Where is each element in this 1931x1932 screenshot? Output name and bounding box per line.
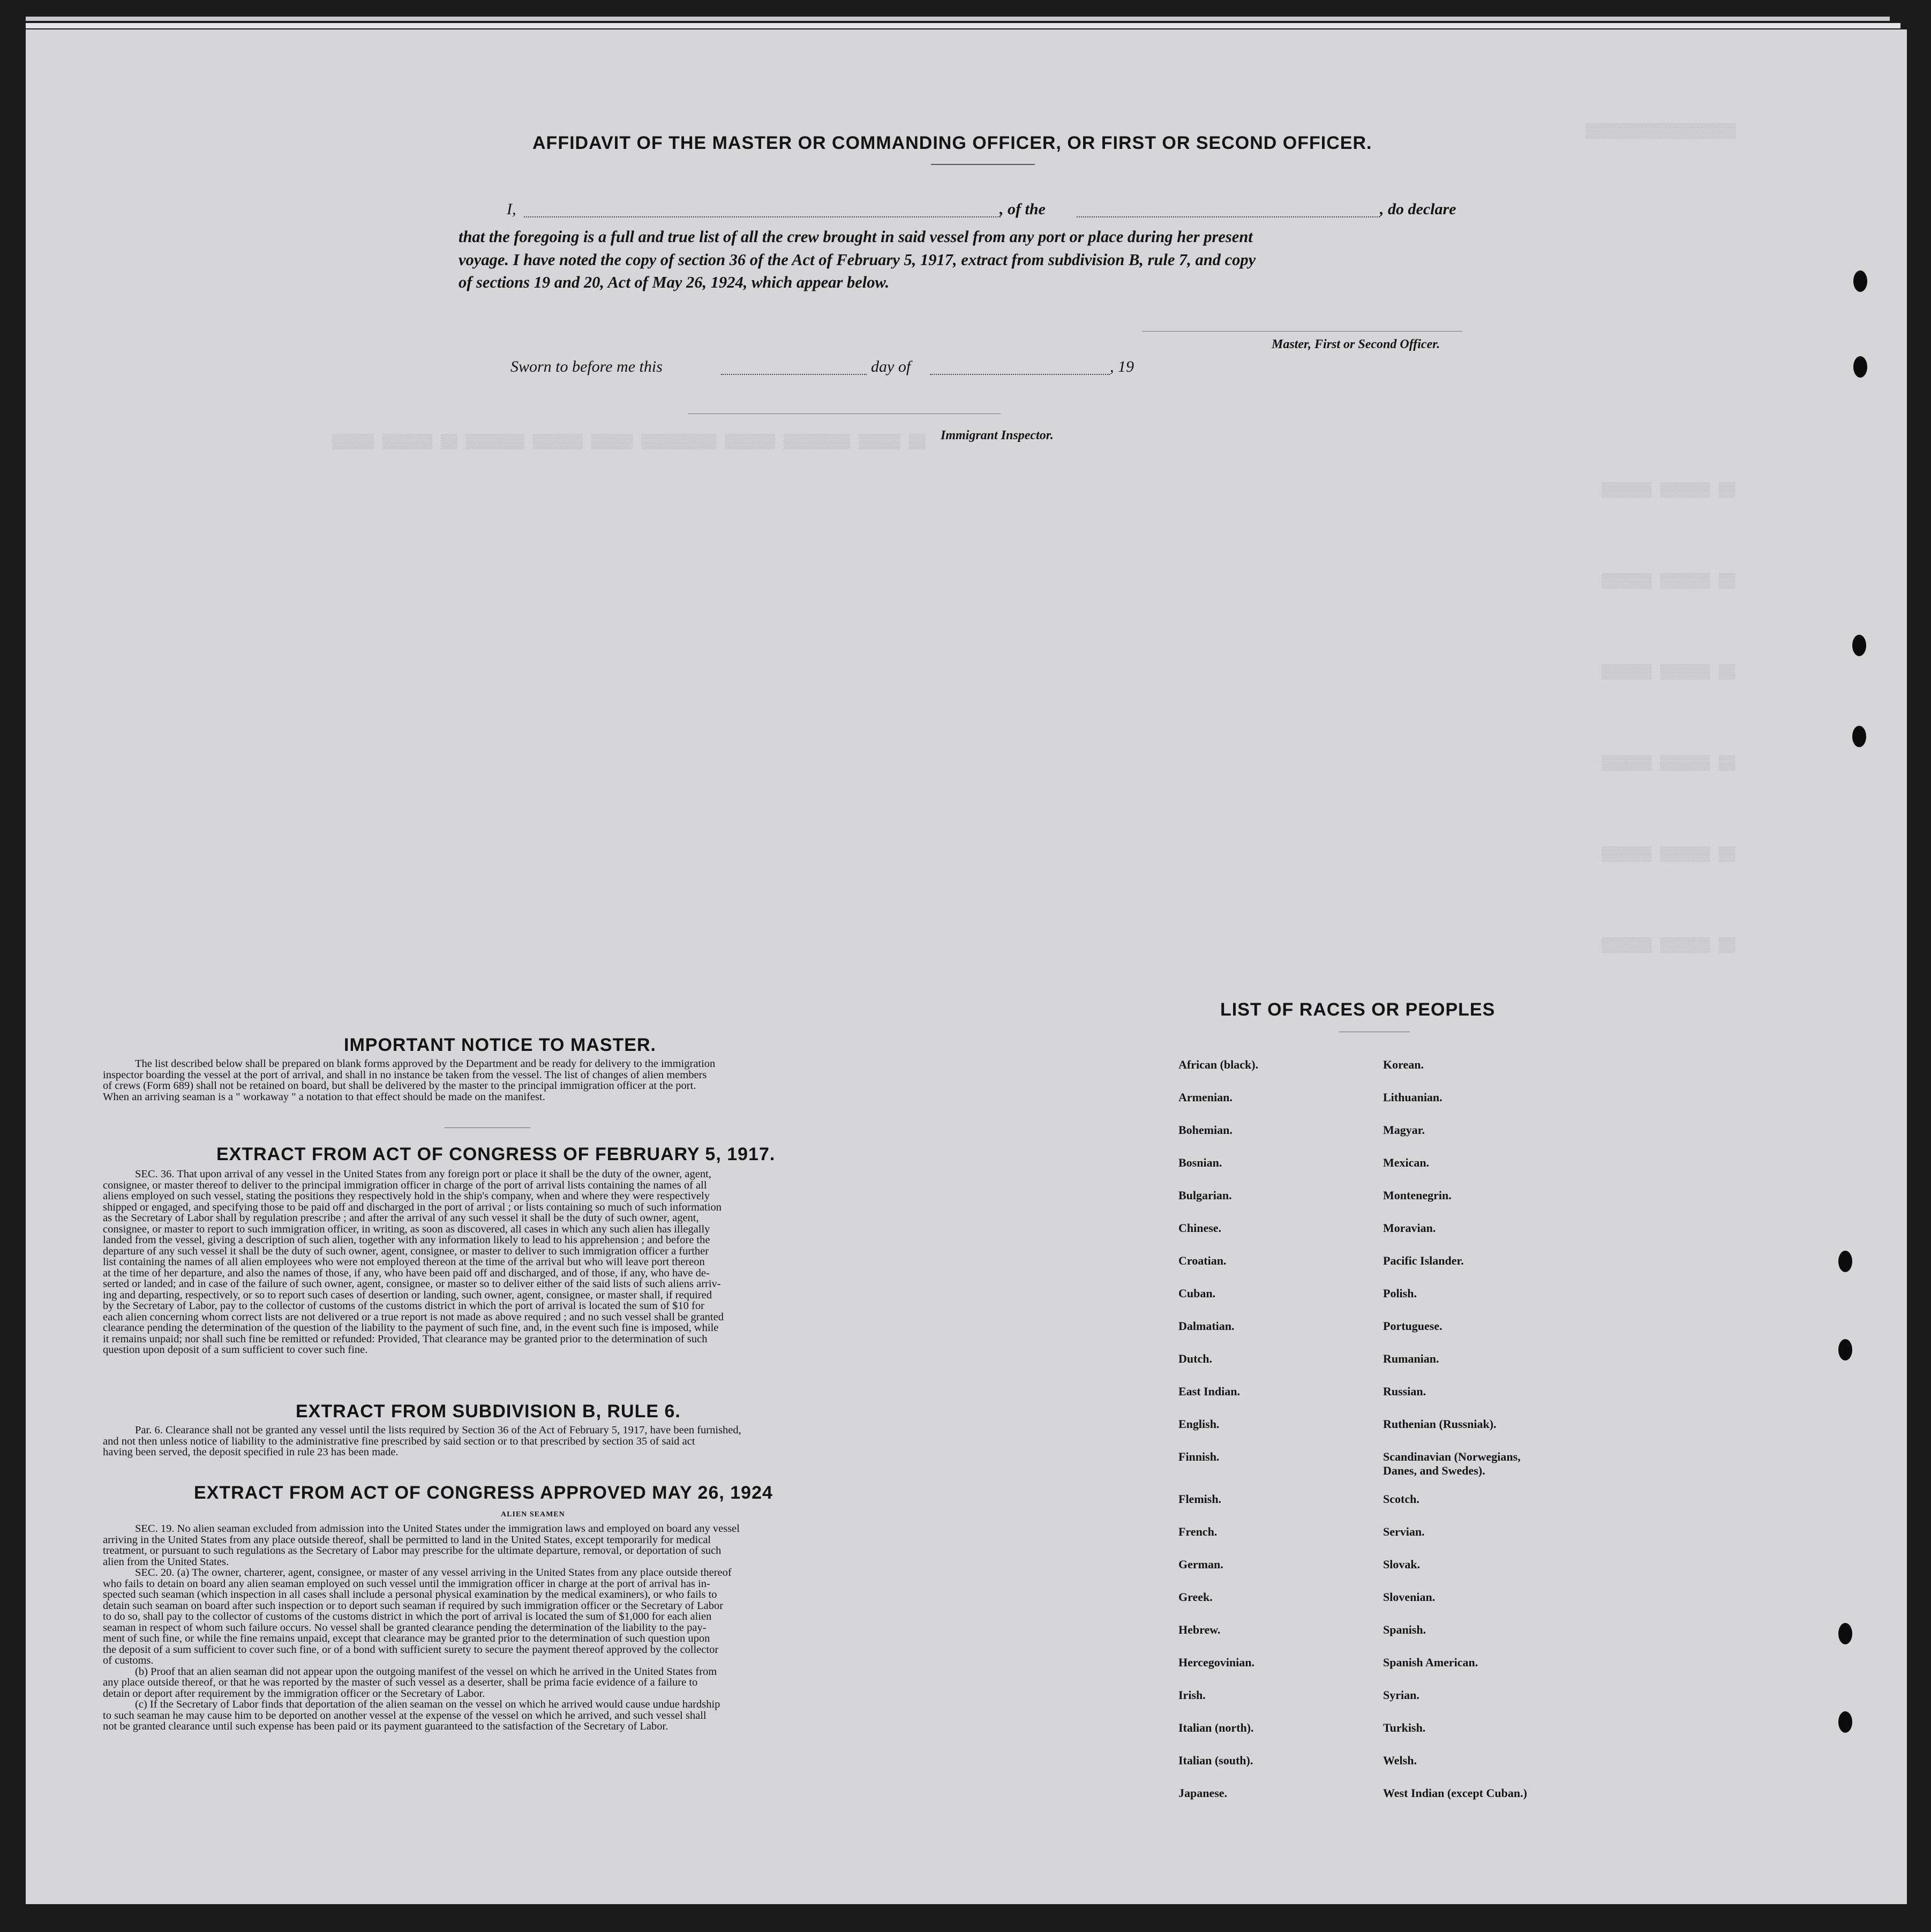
text-line: question upon deposit of a sum sufficient to cover such fine.: [103, 1344, 368, 1356]
affidavit-i: I,: [507, 200, 516, 218]
punch-hole-icon: [1852, 726, 1866, 747]
extract-1924-body: [103, 1523, 919, 1732]
race-item: Croatian.: [1178, 1254, 1227, 1267]
text-line: inspector boarding the vessel at the port of arrival, and shall in no instance be taken from the vessel. The list of changes of alien members: [103, 1069, 707, 1081]
text-line: at the time of her departure, and also the names of those, if any, who have been paid off and discharged, and of those, if any, who have de-: [103, 1267, 710, 1279]
race-item: Greek.: [1178, 1590, 1213, 1604]
race-item: Chinese.: [1178, 1221, 1222, 1235]
bleed-through-mark: ▒▒▒▒▒▒ ▒▒▒▒▒▒ ▒▒: [1602, 846, 1735, 862]
text-line: SEC. 20. (a) The owner, charterer, agent, consignee, or master of any vessel arriving in the United States from any place outside thereof: [135, 1567, 732, 1578]
signature-line[interactable]: [1142, 331, 1462, 332]
affidavit-title: AFFIDAVIT OF THE MASTER OR COMMANDING OFFICER, OR FIRST OR SECOND OFFICER.: [532, 133, 1372, 153]
page-edge: [26, 23, 1900, 28]
text-line: of crews (Form 689) shall not be retained on board, but shall be delivered by the master to the principal immigration officer at the port.: [103, 1080, 696, 1092]
race-item: Dutch.: [1178, 1352, 1212, 1365]
race-item: Syrian.: [1383, 1688, 1419, 1702]
race-item: Italian (south).: [1178, 1754, 1253, 1767]
sworn-label: Sworn to before me this: [510, 358, 663, 375]
vessel-blank-field[interactable]: [1077, 216, 1380, 217]
text-line: it remains unpaid; nor shall such fine be remitted or refunded: Provided, That clearance may be granted prior to the determination of such: [103, 1333, 708, 1345]
race-item: Lithuanian.: [1383, 1091, 1442, 1104]
race-item: Dalmatian.: [1178, 1319, 1235, 1333]
text-line: (c) If the Secretary of Labor finds that deportation of the alien seaman on the vessel on which he arrived would cause undue hardship: [135, 1698, 720, 1710]
punch-hole-icon: [1838, 1251, 1852, 1272]
race-item: Russian.: [1383, 1385, 1426, 1398]
affidavit-line-1: that the foregoing is a full and true list of all the crew brought in said vessel from any port or place during her present: [459, 228, 1253, 246]
text-line: spected such seaman (which inspection in all cases shall include a personal physical examination by the medical examiners), or who fails to: [103, 1589, 717, 1600]
race-item: Spanish.: [1383, 1623, 1426, 1636]
day-of-label: day of: [871, 358, 911, 375]
race-item: Korean.: [1383, 1058, 1424, 1071]
race-item: French.: [1178, 1525, 1218, 1538]
text-line: clearance pending the determination of the question of the liability to the payment of such fine, and, in the event such fine is imposed, while: [103, 1322, 719, 1334]
race-item: Bohemian.: [1178, 1123, 1233, 1137]
text-line: having been served, the deposit specified in rule 23 has been made.: [103, 1446, 399, 1458]
race-item: Irish.: [1178, 1688, 1206, 1702]
race-item: Rumanian.: [1383, 1352, 1439, 1365]
text-line: Par. 6. Clearance shall not be granted any vessel until the lists required by Section 36 of the Act of February 5, 1917, have been furnished,: [135, 1424, 741, 1436]
punch-hole-icon: [1838, 1711, 1852, 1733]
text-line: list containing the names of all alien employees who were not employed thereon at the time of the arrival but who will leave port thereon: [103, 1256, 705, 1268]
year-label: , 19: [1110, 358, 1134, 375]
race-item: Moravian.: [1383, 1221, 1436, 1235]
affidavit-of-the: , of the: [1000, 200, 1046, 218]
bleed-through-mark: ▒▒▒▒▒▒ ▒▒▒▒▒▒ ▒▒: [1602, 755, 1735, 771]
punch-hole-icon: [1853, 270, 1867, 292]
race-item: Italian (north).: [1178, 1721, 1254, 1734]
text-line: When an arriving seaman is a " workaway " a notation to that effect should be made on the manifest.: [103, 1091, 545, 1103]
races-title: LIST OF RACES OR PEOPLES: [1220, 999, 1496, 1020]
sworn-month-field[interactable]: [930, 374, 1110, 375]
text-line: each alien concerning whom correct lists are not delivered or a true report is not made as above required ; and no such vessel shall be granted: [103, 1311, 724, 1323]
bleed-through-mark: ▒▒▒▒▒ ▒▒▒▒▒▒ ▒▒ ▒▒▒▒▒▒▒ ▒▒▒▒▒▒ ▒▒▒▒▒ ▒▒▒▒▒▒▒▒▒ ▒▒▒▒▒▒ ▒▒▒▒▒▒▒▒ ▒▒▒▒▒ ▒▒: [332, 434, 926, 450]
race-item: Hebrew.: [1178, 1623, 1221, 1636]
race-item: Armenian.: [1178, 1091, 1233, 1104]
punch-hole-icon: [1852, 635, 1866, 656]
race-item: Slovak.: [1383, 1558, 1421, 1571]
affidavit-line-3: of sections 19 and 20, Act of May 26, 1924, which appear below.: [459, 273, 890, 291]
text-line: serted or landed; and in case of the failure of such owner, agent, consignee, or master so to deliver either of the said lists of such aliens arriv-: [103, 1278, 721, 1290]
divider: [931, 164, 1035, 165]
divider: [445, 1127, 530, 1128]
race-item: Spanish American.: [1383, 1656, 1478, 1669]
text-line: of customs.: [103, 1655, 154, 1666]
race-item: English.: [1178, 1417, 1220, 1431]
text-line: departure of any such vessel it shall be the duty of such owner, agent, consignee, or master to deliver to such immigration officer a further: [103, 1245, 709, 1257]
bleed-through-mark: ▒▒▒▒▒▒ ▒▒▒▒▒▒ ▒▒: [1602, 573, 1735, 589]
punch-hole-icon: [1838, 1623, 1852, 1644]
race-item: East Indian.: [1178, 1385, 1240, 1398]
race-item: West Indian (except Cuban.): [1383, 1786, 1527, 1800]
race-item: Flemish.: [1178, 1492, 1222, 1506]
race-item: Hercegovinian.: [1178, 1656, 1254, 1669]
master-signature-label: Master, First or Second Officer.: [1272, 337, 1440, 351]
bleed-through-mark: ▒▒▒▒▒▒▒▒▒▒▒▒▒▒▒▒▒▒: [1586, 123, 1736, 139]
text-line: aliens employed on such vessel, stating the positions they respectively hold in the ship's company, when and where they were respectively: [103, 1190, 710, 1202]
race-item: Slovenian.: [1383, 1590, 1436, 1604]
bleed-through-mark: ▒▒▒▒▒▒ ▒▒▒▒▒▒ ▒▒: [1602, 482, 1735, 498]
race-item: Scandinavian (Norwegians, Danes, and Swedes).: [1383, 1450, 1521, 1477]
race-item: Finnish.: [1178, 1450, 1220, 1463]
text-line: to such seaman he may cause him to be deported on another vessel at the expense of the vessel on which he arrived, and such vessel shall: [103, 1709, 707, 1721]
alien-seamen-subtitle: ALIEN SEAMEN: [501, 1510, 565, 1518]
rule-6-title: EXTRACT FROM SUBDIVISION B, RULE 6.: [296, 1401, 681, 1422]
text-line: (b) Proof that an alien seaman did not appear upon the outgoing manifest of the vessel on which he arrived in the United States from: [135, 1665, 717, 1678]
rule-6-body: [103, 1425, 919, 1458]
inspector-label: Immigrant Inspector.: [941, 429, 1054, 442]
text-line: consignee, or master thereof to deliver to the principal immigration officer in charge of the port of arrival lists containing the names of all: [103, 1179, 707, 1191]
race-item: Bulgarian.: [1178, 1189, 1232, 1202]
race-item: Bosnian.: [1178, 1156, 1222, 1169]
text-line: ing and departing, respectively, or so to report such cases of desertion or landing, such owner, agent, consignee, or master shall, if required: [103, 1289, 712, 1301]
notice-title: IMPORTANT NOTICE TO MASTER.: [344, 1035, 656, 1055]
extract-1924-title: EXTRACT FROM ACT OF CONGRESS APPROVED MAY 26, 1924: [194, 1483, 773, 1503]
text-line: arriving in the United States from any place outside thereof, shall be permitted to land in the United States, except temporarily for medical: [103, 1533, 711, 1546]
sworn-day-field[interactable]: [721, 374, 867, 375]
punch-hole-icon: [1838, 1339, 1852, 1360]
race-item: African (black).: [1178, 1058, 1259, 1071]
affidavit-do-declare: , do declare: [1380, 200, 1456, 218]
bleed-through-mark: ▒▒▒▒▒▒ ▒▒▒▒▒▒ ▒▒: [1602, 664, 1735, 680]
extract-1917-title: EXTRACT FROM ACT OF CONGRESS OF FEBRUARY 5, 1917.: [216, 1144, 776, 1164]
text-line: SEC. 36. That upon arrival of any vessel in the United States from any foreign port or place it shall be the duty of the owner, agent,: [135, 1168, 711, 1180]
race-item: Turkish.: [1383, 1721, 1426, 1734]
race-item: Japanese.: [1178, 1786, 1228, 1800]
text-line: not be granted clearance until such expense has been paid or its payment guaranteed to the satisfaction of the Secretary of Labor.: [103, 1720, 668, 1732]
text-line: to do so, shall pay to the collector of customs of the customs district in which the port of arrival is located the sum of $1,000 for each alien: [103, 1611, 712, 1622]
page-edge: [26, 17, 1890, 21]
race-item: Pacific Islander.: [1383, 1254, 1464, 1267]
text-line: alien from the United States.: [103, 1555, 229, 1568]
race-item: Servian.: [1383, 1525, 1425, 1538]
text-line: any place outside thereof, or that he was reported by the master of such vessel as a deserter, shall be prima facie evidence of a failure to: [103, 1677, 698, 1688]
text-line: the deposit of a sum sufficient to cover such fine, or of a bond with sufficient surety to secure the payment thereof approved by the collector: [103, 1643, 719, 1656]
race-item: Montenegrin.: [1383, 1189, 1452, 1202]
race-item: Welsh.: [1383, 1754, 1417, 1767]
race-item: Cuban.: [1178, 1287, 1216, 1300]
text-line: shipped or engaged, and specifying those to be paid off and discharged in the port of arrival ; or lists containing so much of such information: [103, 1201, 722, 1213]
text-line: consignee, or master to report to such immigration officer, in writing, as soon as discovered, all cases in which any such alien has illegally: [103, 1223, 710, 1235]
race-item: Portuguese.: [1383, 1319, 1442, 1333]
text-line: by the Secretary of Labor, pay to the collector of customs of the customs district in which the port of arrival is located the sum of $10 for: [103, 1300, 704, 1312]
punch-hole-icon: [1853, 356, 1867, 378]
notice-body: [103, 1058, 919, 1102]
text-line: and not then unless notice of liability to the administrative fine prescribed by said section or to that prescribed by section 35 of said act: [103, 1435, 695, 1447]
text-line: landed from the vessel, giving a description of such alien, together with any information likely to lead to his apprehension ; and before the: [103, 1234, 710, 1246]
extract-1917-body: [103, 1169, 919, 1356]
text-line: treatment, or pursuant to such regulations as the Secretary of Labor may prescribe for the ultimate departure, removal, or deportation of such: [103, 1545, 722, 1557]
text-line: detain such seaman on board after such inspection or to deport such seaman if required by such immigration officer or the Secretary of Labor: [103, 1599, 724, 1612]
bleed-through-mark: ▒▒▒▒▒▒ ▒▒▒▒▒▒ ▒▒: [1602, 937, 1735, 953]
text-line: SEC. 19. No alien seaman excluded from admission into the United States under the immigration laws and employed on board any vessel: [135, 1523, 740, 1535]
race-item: Magyar.: [1383, 1123, 1425, 1137]
text-line: ment of such fine, or while the fine remains unpaid, except that clearance may be granted prior to the determination of such question upon: [103, 1633, 710, 1644]
race-item: Ruthenian (Russniak).: [1383, 1417, 1497, 1431]
text-line: who fails to detain on board any alien seaman employed on such vessel until the immigration officer in charge at the port of arrival has in-: [103, 1577, 710, 1590]
text-line: seaman in respect of whom such failure occurs. No vessel shall be granted clearance pending the determination of the liability to the pay-: [103, 1621, 707, 1634]
text-line: The list described below shall be prepared on blank forms approved by the Department and be ready for delivery to the immigration: [135, 1058, 716, 1070]
name-blank-field[interactable]: [524, 216, 1001, 217]
race-item: Polish.: [1383, 1287, 1417, 1300]
race-item: German.: [1178, 1558, 1223, 1571]
race-item: Mexican.: [1383, 1156, 1430, 1169]
text-line: as the Secretary of Labor shall by regulation prescribe ; and after the arrival of any such vessel it shall be the duty of such owner, agent,: [103, 1212, 699, 1224]
text-line: detain or deport after requirement by the immigration officer or the Secretary of Labor.: [103, 1687, 485, 1700]
race-item: Scotch.: [1383, 1492, 1419, 1506]
affidavit-line-2: voyage. I have noted the copy of section 36 of the Act of February 5, 1917, extract from subdivision B, rule 7, and copy: [459, 251, 1256, 269]
